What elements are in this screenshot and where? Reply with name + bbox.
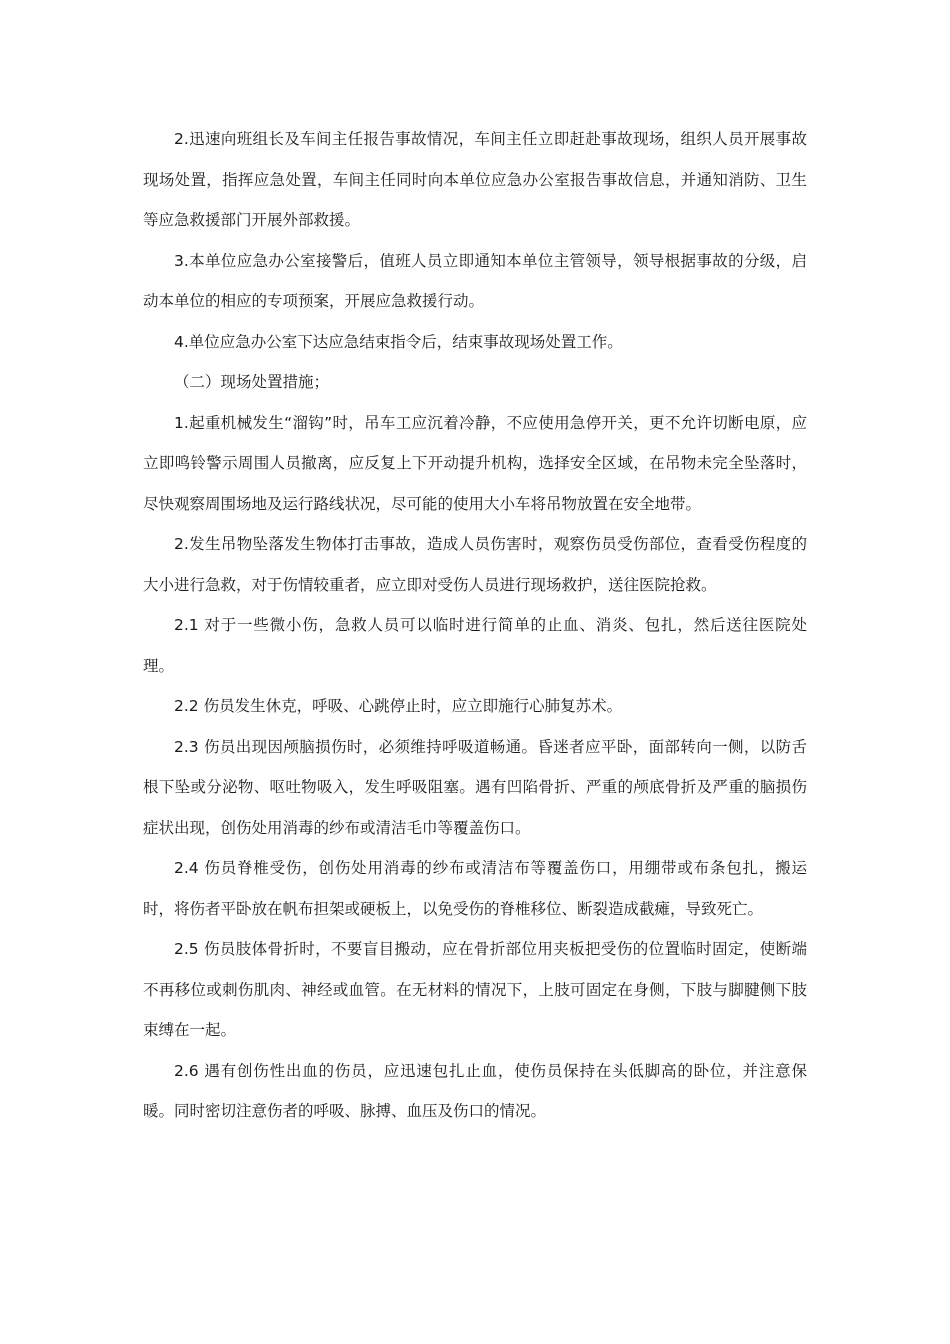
- section-heading-onsite-measures: （二）现场处置措施；: [174, 373, 330, 391]
- paragraph-emergency-office: 3.本单位应急办公室接警后，值班人员立即通知本单位主管领导，领导根据事故的分级，启动本单位的相应的专项预案，开展应急救援行动。: [143, 251, 807, 310]
- paragraph-spine-injury: 2.4 伤员脊椎受伤，创伤处用消毒的纱布或清洁布等覆盖伤口，用绷带或布条包扎，搬运时，将伤者平卧放在帆布担架或硬板上，以免受伤的脊椎移位、断裂造成截瘫，导致死亡。: [143, 859, 807, 918]
- paragraph-minor-injury: 2.1 对于一些微小伤，急救人员可以临时进行简单的止血、消炎、包扎，然后送往医院处理。: [143, 616, 807, 675]
- paragraph-head-injury: 2.3 伤员出现因颅脑损伤时，必须维持呼吸道畅通。昏迷者应平卧，面部转向一侧，以防舌根下坠或分泌物、呕吐物吸入，发生呼吸阻塞。遇有凹陷骨折、严重的颅底骨折及严重的脑损伤症状出现，创伤处用消毒的纱布或清洁毛巾等覆盖伤口。: [143, 737, 807, 837]
- paragraph-report-accident: 2.迅速向班组长及车间主任报告事故情况，车间主任立即赶赴事故现场，组织人员开展事故现场处置，指挥应急处置，车间主任同时向本单位应急办公室报告事故信息，并通知消防、卫生等应急救援部门开展外部救援。: [143, 130, 807, 229]
- document-body: [143, 119, 807, 1132]
- paragraph-shock-cpr: 2.2 伤员发生休克，呼吸、心跳停止时，应立即施行心肺复苏术。: [174, 697, 623, 715]
- paragraph-falling-object-injury: 2.发生吊物坠落发生物体打击事故，造成人员伤害时，观察伤员受伤部位，查看受伤程度的大小进行急救，对于伤情较重者，应立即对受伤人员进行现场救护，送往医院抢救。: [143, 535, 807, 594]
- paragraph-emergency-end: 4.单位应急办公室下达应急结束指令后，结束事故现场处置工作。: [174, 332, 623, 351]
- paragraph-crane-slipping-hook: 1.起重机械发生“溜钩”时，吊车工应沉着冷静，不应使用急停开关，更不允许切断电原，应立即鸣铃警示周围人员撤离，应反复上下开动提升机构，选择安全区域，在吊物未完全坠落时，尽快观察周围场地及运行路线状况，尽可能的使用大小车将吊物放置在安全地带。: [143, 413, 807, 513]
- paragraph-bleeding: 2.6 遇有创伤性出血的伤员，应迅速包扎止血，使伤员保持在头低脚高的卧位，并注意保暖。同时密切注意伤者的呼吸、脉搏、血压及伤口的情况。: [143, 1061, 807, 1120]
- paragraph-limb-fracture: 2.5 伤员肢体骨折时，不要盲目搬动，应在骨折部位用夹板把受伤的位置临时固定，使断端不再移位或刺伤肌肉、神经或血管。在无材料的情况下，上肢可固定在身侧，下肢与脚腱侧下肢束缚在一起。: [143, 940, 807, 1039]
